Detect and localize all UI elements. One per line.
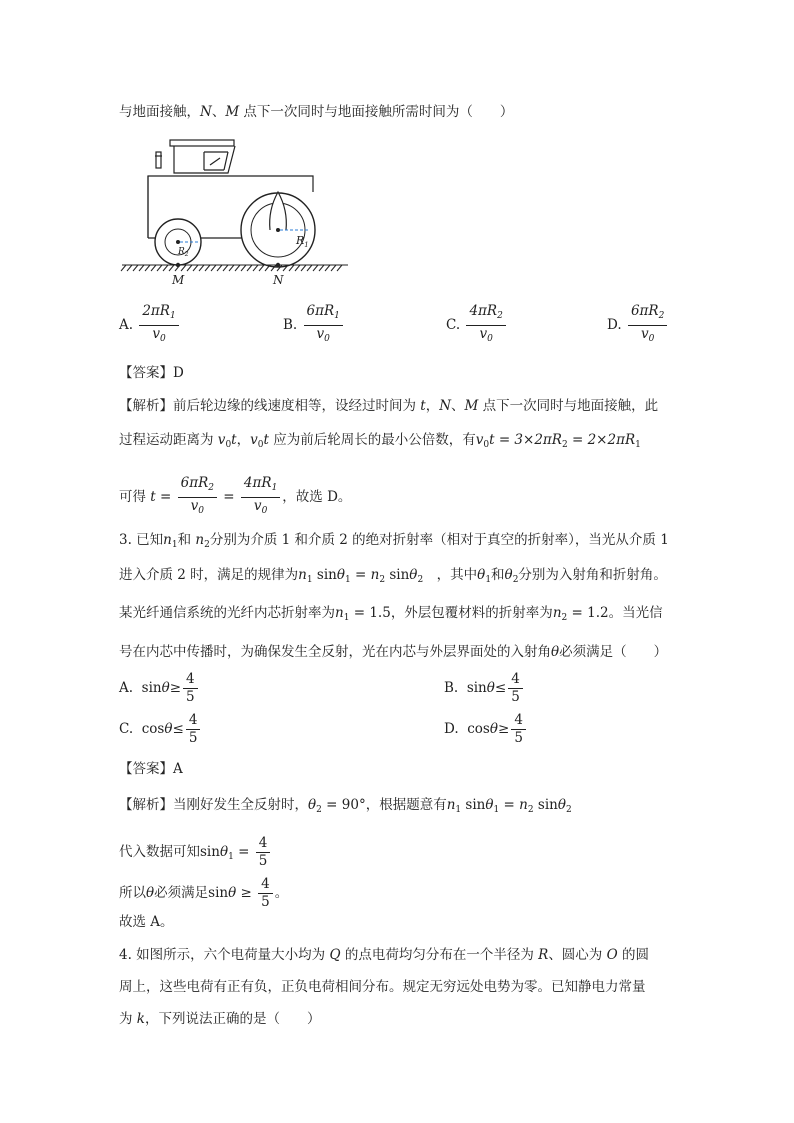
front-wheel (155, 219, 201, 265)
rear-wheel (241, 192, 315, 267)
ground-hatch (121, 265, 126, 271)
q3-option-d[interactable]: D. cosθ≥ $\frac{4}{5}$ (444, 713, 528, 746)
ground-hatch (139, 265, 144, 271)
ground-hatch (331, 265, 336, 271)
ground-hatch (211, 265, 216, 271)
q2-analysis-line-3: 可得 t = $\frac{6\pi R_2}{v_0}$ = $\frac{4\pi R_1}{v_0}$ ，故选 D。 (119, 475, 352, 516)
ground-hatch (157, 265, 162, 271)
q2-option-c[interactable]: C. $\frac{4\pi R_2}{v_0}$ (446, 304, 508, 347)
q3-line-4: 号在内芯中传播时，为确保发生全反射，光在内芯与外层界面处的入射角θ必须满足（ ） (119, 644, 668, 660)
q3-line-1: 3. 已知$n_1$和 $n_2$分别为介质 1 和介质 2 的绝对折射率（相对于真空的折射率），当光从介质 1 (119, 532, 669, 550)
ground-hatch (223, 265, 228, 271)
ground-hatch (145, 265, 150, 271)
ground-hatch (229, 265, 234, 271)
point-n (276, 263, 280, 267)
ground-hatch (325, 265, 330, 271)
ground-hatch (259, 265, 264, 271)
q2-analysis-line-2: 过程运动距离为 $v_0t$，$v_0t$ 应为前后轮周长的最小公倍数，有$v_0t = 3\times 2\pi R_2 = 2\times 2\pi R_1$ (119, 432, 641, 450)
ground-hatch (133, 265, 138, 271)
ground-hatch (307, 265, 312, 271)
q2-option-d[interactable]: D. $\frac{6\pi R_2}{v_0}$ (607, 304, 669, 347)
ground-hatch (295, 265, 300, 271)
q4-line-2: 周上，这些电荷有正有负，正负电荷相间分布。规定无穷远处电势为零。已知静电力常量 (119, 979, 646, 995)
ground-hatch (289, 265, 294, 271)
ground-hatch (163, 265, 168, 271)
q2-option-a[interactable]: A. $\frac{2\pi R_1}{v_0}$ (119, 304, 181, 347)
ground-hatch (313, 265, 318, 271)
q3-line-2: 进入介质 2 时，满足的规律为$n_1$ $\sin\theta_1 = n_2$ sinθ$_2$ ，其中$\theta_1$和$\theta_2$分别为入射角和折射角。 (119, 567, 667, 585)
intro-line: 与地面接触，N、M 点下一次同时与地面接触所需时间为（ ） (119, 104, 514, 120)
q2-answer: 【答案】D (119, 365, 184, 381)
ground-hatch (241, 265, 246, 271)
svg-text:R2: $R_2$ (178, 247, 189, 258)
q2-option-b[interactable]: B. $\frac{6\pi R_1}{v_0}$ (283, 304, 345, 347)
ground-hatch (181, 265, 186, 271)
ground-hatch (151, 265, 156, 271)
ground-hatch (247, 265, 252, 271)
ground-hatch (187, 265, 192, 271)
label-n: N (273, 273, 284, 287)
label-m: M (172, 273, 185, 287)
q3-answer: 【答案】A (119, 761, 183, 777)
ground-hatch (217, 265, 222, 271)
q3-analysis-line-4: 故选 A。 (119, 914, 174, 930)
point-m (176, 263, 180, 267)
ground-hatch (319, 265, 324, 271)
ground-hatch (199, 265, 204, 271)
q4-line-1: 4. 如图所示，六个电荷量大小均为 Q 的点电荷均匀分布在一个半径为 R、圆心为 O 的圆 (119, 947, 649, 963)
q3-analysis-line-3: 所以θ必须满足sinθ ≥ $\frac{4}{5}$ 。 (119, 876, 289, 910)
ground-hatch (169, 265, 174, 271)
svg-text:R1: $R_1$ (296, 234, 309, 249)
q3-option-a[interactable]: A. sinθ≥ $\frac{4}{5}$ (119, 672, 200, 705)
ground-hatch (337, 265, 342, 271)
ground-hatch (127, 265, 132, 271)
tractor-figure (118, 138, 350, 288)
ground-hatch (253, 265, 258, 271)
ground-hatch (205, 265, 210, 271)
ground-hatch (235, 265, 240, 271)
q3-line-3: 某光纤通信系统的光纤内芯折射率为$n_1 = 1.5$，外层包覆材料的折射率为$n_2 = 1.2$。当光信 (119, 605, 663, 623)
q3-option-b[interactable]: B. sinθ≤ $\frac{4}{5}$ (444, 672, 525, 705)
ground (121, 265, 348, 271)
q2-analysis-line-1: 【解析】前后轮边缘的线速度相等，设经过时间为 t，N、M 点下一次同时与地面接触，此 (119, 398, 659, 414)
q3-option-c[interactable]: C. cosθ≤ $\frac{4}{5}$ (119, 713, 202, 746)
q3-analysis-line-1: 【解析】当刚好发生全反射时，$\theta_2 = 90^\circ$，根据题意有$n_1$ $\sin\theta_1 = n_2$ sinθ$_2$ (119, 797, 572, 815)
ground-hatch (193, 265, 198, 271)
q4-line-3: 为 k，下列说法正确的是（ ） (119, 1011, 321, 1027)
q3-analysis-line-2: 代入数据可知sinθ$_1$ = $\frac{4}{5}$ (119, 836, 272, 869)
ground-hatch (301, 265, 306, 271)
